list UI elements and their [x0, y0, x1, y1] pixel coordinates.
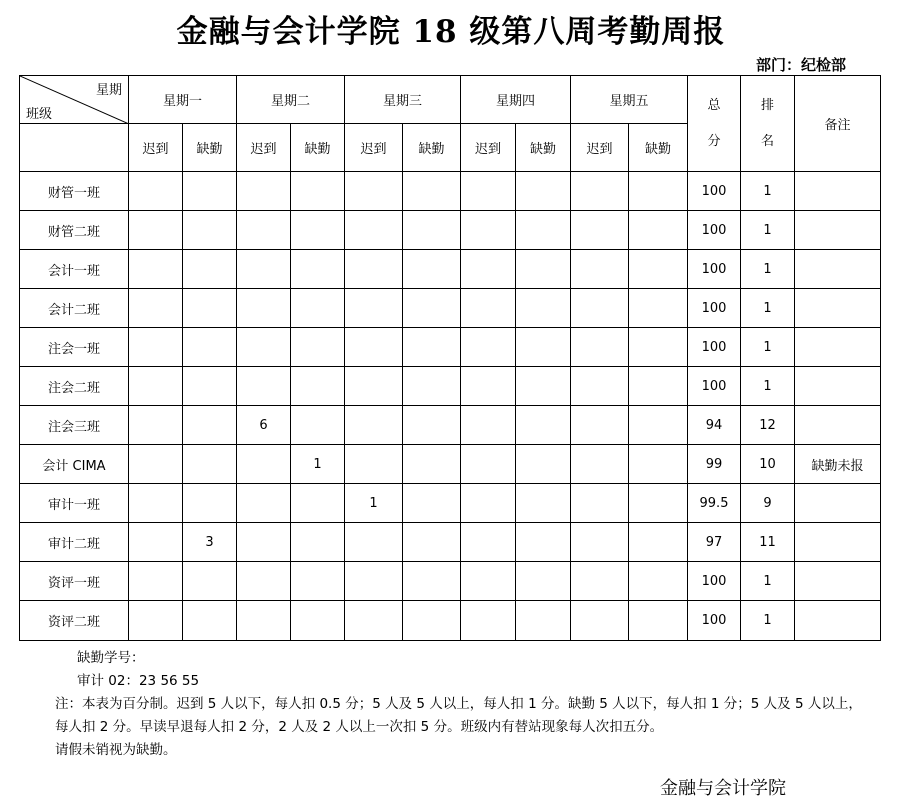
day-header-wed: 星期三 — [345, 76, 461, 124]
late-count-cell — [571, 484, 629, 523]
late-count-cell — [461, 445, 516, 484]
absent-count-cell — [183, 211, 237, 250]
table-row — [20, 172, 881, 211]
corner-header — [20, 76, 129, 124]
absent-count-cell — [291, 523, 345, 562]
absent-count-cell — [403, 367, 461, 406]
late-count-cell — [345, 172, 403, 211]
total-score-cell: 99.5 — [688, 484, 741, 523]
absent-count-cell — [291, 367, 345, 406]
absent-count-cell — [183, 250, 237, 289]
late-count-cell — [571, 445, 629, 484]
absent-count-cell — [291, 484, 345, 523]
late-count-cell — [237, 211, 291, 250]
rank-cell: 1 — [741, 367, 795, 406]
late-count-cell — [461, 562, 516, 601]
table-row — [20, 250, 881, 289]
absent-count-cell — [629, 484, 688, 523]
class-name-cell: 注会二班 — [20, 367, 129, 406]
late-count-cell — [571, 562, 629, 601]
absent-count-cell — [403, 484, 461, 523]
absent-count-cell — [516, 601, 571, 641]
late-count-cell — [571, 601, 629, 641]
corner-weekday-label: 星期 — [95, 83, 122, 98]
subheader-late: 迟到 — [345, 124, 403, 172]
remark-header: 备注 — [795, 76, 881, 172]
class-name-cell: 财管一班 — [20, 172, 129, 211]
absent-count-cell — [403, 406, 461, 445]
absent-count-cell — [403, 289, 461, 328]
absent-count-cell — [183, 172, 237, 211]
table-row — [20, 406, 881, 445]
attendance-table — [19, 75, 881, 641]
class-name-cell: 会计二班 — [20, 289, 129, 328]
table-row — [20, 523, 881, 562]
absent-count-cell — [403, 523, 461, 562]
absent-count-cell — [629, 406, 688, 445]
rank-header-line1: 排 — [760, 97, 774, 113]
late-count-cell — [345, 211, 403, 250]
footer-signature: 金融与会计学院 — [660, 778, 786, 799]
subheader-absent: 缺勤 — [516, 124, 571, 172]
absent-count-cell — [516, 328, 571, 367]
rank-cell: 11 — [741, 523, 795, 562]
late-count-cell: 1 — [345, 484, 403, 523]
late-count-cell — [237, 289, 291, 328]
subheader-late: 迟到 — [129, 124, 183, 172]
absent-count-cell — [516, 445, 571, 484]
total-score-cell: 100 — [688, 250, 741, 289]
absent-count-cell — [516, 250, 571, 289]
late-count-cell — [129, 406, 183, 445]
late-count-cell — [129, 328, 183, 367]
rank-header-line2: 名 — [760, 133, 774, 149]
late-count-cell — [345, 367, 403, 406]
absent-count-cell — [403, 328, 461, 367]
rank-cell: 10 — [741, 445, 795, 484]
remark-cell: 缺勤未报 — [795, 445, 881, 484]
remark-cell — [795, 289, 881, 328]
table-row — [20, 328, 881, 367]
absent-count-cell — [629, 250, 688, 289]
table-row — [20, 484, 881, 523]
total-score-cell: 97 — [688, 523, 741, 562]
absent-count-cell — [629, 172, 688, 211]
remark-cell — [795, 367, 881, 406]
absent-count-cell: 3 — [183, 523, 237, 562]
late-count-cell — [237, 445, 291, 484]
absent-count-cell — [183, 562, 237, 601]
total-score-cell: 100 — [688, 172, 741, 211]
late-count-cell — [571, 250, 629, 289]
late-count-cell — [237, 523, 291, 562]
total-score-cell: 100 — [688, 289, 741, 328]
absent-count-cell — [629, 367, 688, 406]
subheader-blank — [20, 124, 129, 172]
late-count-cell — [129, 484, 183, 523]
late-count-cell — [129, 289, 183, 328]
total-score-cell: 100 — [688, 367, 741, 406]
absent-count-cell — [291, 406, 345, 445]
class-name-cell: 会计一班 — [20, 250, 129, 289]
late-count-cell — [237, 601, 291, 641]
late-count-cell — [345, 445, 403, 484]
late-count-cell — [237, 484, 291, 523]
absent-count-cell — [403, 562, 461, 601]
remark-cell — [795, 328, 881, 367]
class-name-cell: 会计 CIMA — [20, 445, 129, 484]
scoring-rules: 注：本表为百分制。迟到 5 人以下，每人扣 0.5 分；5 人及 5 人以上，每人扣 1 分。缺勤 5 人以下，每人扣 1 分；5 人及 5 人以上，每人扣 2 分。早读早退每人扣 2 分，2 人及 2 人以上一次扣 5 分。班级内有替站现象每人次扣五分。 — [55, 696, 862, 735]
late-count-cell — [129, 172, 183, 211]
absent-ids-label: 缺勤学号： — [77, 650, 145, 666]
late-count-cell — [571, 367, 629, 406]
class-name-cell: 审计一班 — [20, 484, 129, 523]
absent-count-cell — [183, 328, 237, 367]
late-count-cell — [129, 445, 183, 484]
absent-count-cell — [403, 445, 461, 484]
absent-count-cell — [183, 289, 237, 328]
absent-count-cell — [629, 211, 688, 250]
total-score-cell: 100 — [688, 328, 741, 367]
late-count-cell — [461, 484, 516, 523]
remark-cell — [795, 172, 881, 211]
late-count-cell — [345, 289, 403, 328]
absent-count-cell — [403, 601, 461, 641]
late-count-cell — [345, 328, 403, 367]
late-count-cell — [461, 250, 516, 289]
day-header-mon: 星期一 — [129, 76, 237, 124]
class-name-cell: 审计二班 — [20, 523, 129, 562]
rank-cell: 1 — [741, 562, 795, 601]
late-count-cell — [237, 172, 291, 211]
absent-count-cell — [403, 250, 461, 289]
absent-count-cell — [183, 601, 237, 641]
absent-count-cell — [516, 172, 571, 211]
remark-cell — [795, 211, 881, 250]
late-count-cell — [461, 211, 516, 250]
absent-count-cell — [516, 484, 571, 523]
total-score-cell: 99 — [688, 445, 741, 484]
rank-cell: 1 — [741, 211, 795, 250]
absent-count-cell — [403, 211, 461, 250]
table-row — [20, 289, 881, 328]
remark-cell — [795, 406, 881, 445]
rank-cell: 1 — [741, 289, 795, 328]
late-count-cell — [129, 562, 183, 601]
remark-cell — [795, 250, 881, 289]
remark-cell — [795, 562, 881, 601]
late-count-cell — [237, 328, 291, 367]
rank-cell: 1 — [741, 328, 795, 367]
rank-cell: 9 — [741, 484, 795, 523]
late-count-cell — [571, 211, 629, 250]
remark-cell — [795, 601, 881, 641]
absent-count-cell — [403, 172, 461, 211]
absent-count-cell — [291, 211, 345, 250]
total-score-cell: 100 — [688, 562, 741, 601]
late-count-cell — [345, 523, 403, 562]
late-count-cell — [461, 172, 516, 211]
absent-count-cell — [516, 562, 571, 601]
late-count-cell — [461, 601, 516, 641]
class-name-cell: 注会一班 — [20, 328, 129, 367]
subheader-late: 迟到 — [461, 124, 516, 172]
notes-section — [55, 647, 865, 762]
corner-class-label: 班级 — [26, 107, 53, 122]
subheader-absent: 缺勤 — [629, 124, 688, 172]
day-header-fri: 星期五 — [571, 76, 688, 124]
late-count-cell — [237, 367, 291, 406]
total-score-cell: 100 — [688, 211, 741, 250]
subheader-absent: 缺勤 — [291, 124, 345, 172]
late-count-cell — [129, 250, 183, 289]
rank-header — [741, 76, 795, 172]
table-row — [20, 367, 881, 406]
absent-count-cell — [183, 484, 237, 523]
late-count-cell — [345, 406, 403, 445]
remark-cell — [795, 484, 881, 523]
absent-count-cell: 1 — [291, 445, 345, 484]
absent-count-cell — [516, 289, 571, 328]
table-row — [20, 211, 881, 250]
late-count-cell — [571, 172, 629, 211]
subheader-absent: 缺勤 — [183, 124, 237, 172]
total-score-cell: 94 — [688, 406, 741, 445]
table-row — [20, 562, 881, 601]
total-score-cell: 100 — [688, 601, 741, 641]
absent-count-cell — [629, 523, 688, 562]
class-name-cell: 资评二班 — [20, 601, 129, 641]
subheader-late: 迟到 — [237, 124, 291, 172]
absent-count-cell — [516, 211, 571, 250]
late-count-cell — [345, 250, 403, 289]
absent-count-cell — [291, 601, 345, 641]
rank-cell: 1 — [741, 250, 795, 289]
late-count-cell — [129, 211, 183, 250]
absent-count-cell — [291, 250, 345, 289]
late-count-cell — [571, 523, 629, 562]
total-header — [688, 76, 741, 172]
class-name-cell: 财管二班 — [20, 211, 129, 250]
late-count-cell — [345, 601, 403, 641]
absent-count-cell — [291, 172, 345, 211]
total-header-line2: 分 — [707, 133, 721, 149]
late-count-cell: 6 — [237, 406, 291, 445]
late-count-cell — [461, 406, 516, 445]
late-count-cell — [461, 289, 516, 328]
absent-count-cell — [629, 445, 688, 484]
subheader-late: 迟到 — [571, 124, 629, 172]
class-name-cell: 注会三班 — [20, 406, 129, 445]
late-count-cell — [129, 523, 183, 562]
class-name-cell: 资评一班 — [20, 562, 129, 601]
absent-count-cell — [516, 367, 571, 406]
absent-count-cell — [291, 328, 345, 367]
remark-cell — [795, 523, 881, 562]
late-count-cell — [345, 562, 403, 601]
late-count-cell — [571, 406, 629, 445]
absent-count-cell — [183, 367, 237, 406]
late-count-cell — [461, 367, 516, 406]
report-title: 金融与会计学院 18 级第八周考勤周报 — [176, 14, 726, 50]
rank-cell: 12 — [741, 406, 795, 445]
absent-count-cell — [183, 406, 237, 445]
absent-ids: 审计 02：23 56 55 — [77, 673, 200, 689]
late-count-cell — [461, 328, 516, 367]
absent-count-cell — [183, 445, 237, 484]
absent-count-cell — [291, 289, 345, 328]
late-count-cell — [129, 367, 183, 406]
late-count-cell — [237, 562, 291, 601]
rank-cell: 1 — [741, 172, 795, 211]
day-header-thu: 星期四 — [461, 76, 571, 124]
absent-count-cell — [516, 523, 571, 562]
late-count-cell — [129, 601, 183, 641]
late-count-cell — [571, 328, 629, 367]
absent-count-cell — [629, 289, 688, 328]
subheader-absent: 缺勤 — [403, 124, 461, 172]
department-label: 部门：纪检部 — [755, 56, 846, 74]
absent-count-cell — [291, 562, 345, 601]
table-row — [20, 445, 881, 484]
leave-rule: 请假未销视为缺勤。 — [55, 742, 177, 758]
rank-cell: 1 — [741, 601, 795, 641]
late-count-cell — [571, 289, 629, 328]
absent-count-cell — [516, 406, 571, 445]
late-count-cell — [461, 523, 516, 562]
total-header-line1: 总 — [707, 97, 721, 113]
late-count-cell — [237, 250, 291, 289]
absent-count-cell — [629, 562, 688, 601]
day-header-tue: 星期二 — [237, 76, 345, 124]
table-row — [20, 601, 881, 641]
absent-count-cell — [629, 328, 688, 367]
absent-count-cell — [629, 601, 688, 641]
